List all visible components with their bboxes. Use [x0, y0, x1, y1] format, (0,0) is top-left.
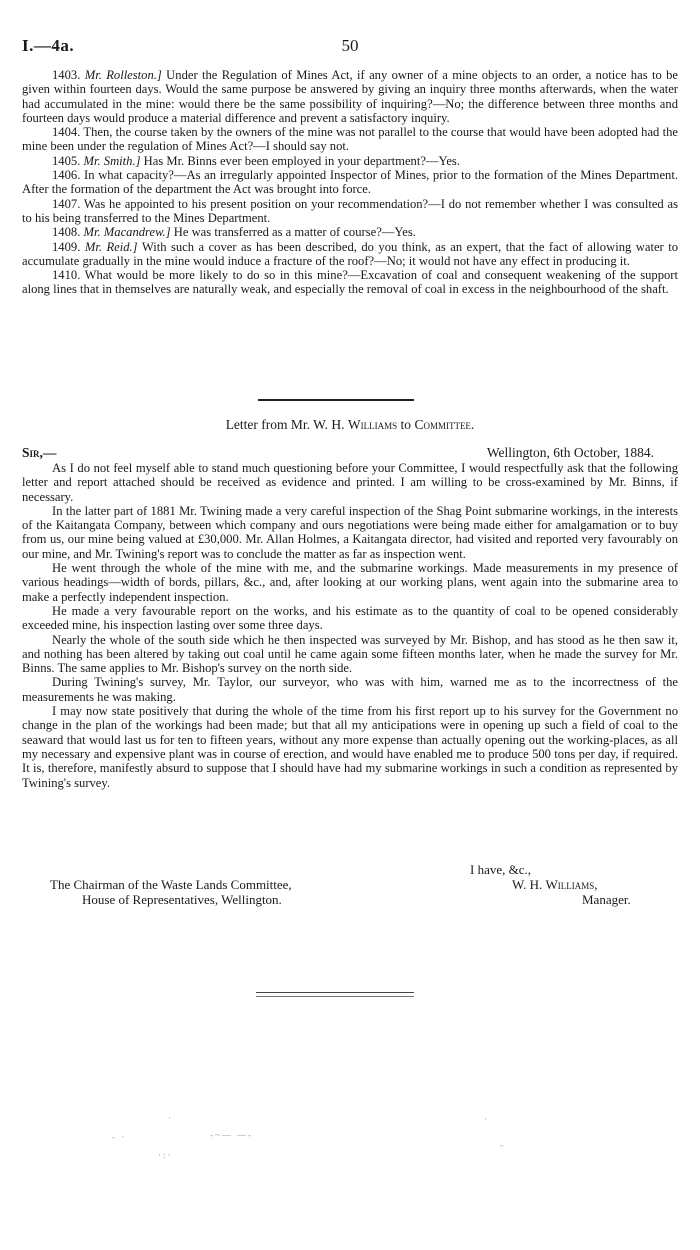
- section-divider: [258, 399, 414, 401]
- letter-dateline-row: [22, 445, 678, 460]
- scan-speck: - ·: [112, 1132, 127, 1142]
- letter-title: Letter from Mr. W. H. Williams to Committee.: [225, 417, 475, 432]
- letter-signature-block: [470, 862, 670, 907]
- addressee-line-2: House of Representatives, Wellington.: [82, 892, 282, 907]
- question-1405: 1405. Mr. Smith.] Has Mr. Binns ever been employed in your department?—Yes.: [52, 153, 460, 168]
- letter-paragraph: He went through the whole of the mine with me, and the submarine workings. Made measurements in my presence of various headings—width of bords, pillars, &c., and, after looking at our working plans, went again into the submarine area to make a perfectly independent inspection.: [22, 561, 678, 604]
- page-number: 50: [341, 36, 359, 55]
- question-1404: 1404. Then, the course taken by the owners of the mine was not parallel to the course that would have been adopted had the mine been under the regulation of Mines Act?—I should say not.: [22, 125, 678, 154]
- question-1406: 1406. In what capacity?—As an irregularly appointed Inspector of Mines, prior to the formation of the Mines Department. After the formation of the department the Act was brought into force.: [22, 168, 678, 197]
- evidence-questions: [22, 68, 678, 297]
- signature: W. H. Williams,: [512, 877, 598, 892]
- letter-paragraph: He made a very favourable report on the works, and his estimate as to the quantity of coal to be opened considerably exceeded mine, his inspection lasting over some three days.: [22, 603, 678, 633]
- end-rule: [256, 992, 414, 993]
- document-code: I.—4a.: [22, 36, 75, 55]
- scan-speck: -~— —-: [210, 1130, 254, 1140]
- question-1409: 1409. Mr. Reid.] With such a cover as has been described, do you think, as an expert, that the fact of allowing water to accumulate gradually in the mine would induce a fracture of the roof?—No; it would not have any effect in producing it.: [22, 239, 678, 268]
- scan-speck: ·: [484, 1114, 489, 1124]
- question-1408: 1408. Mr. Macandrew.] He was transferred as a matter of course?—Yes.: [52, 225, 416, 240]
- letter-body: [22, 445, 678, 790]
- letter-paragraph: Nearly the whole of the south side which he then inspected was surveyed by Mr. Bishop, and has stood as he then saw it, and nothing has been altered by taking out coal until he came again some fifteen months later, when he made the survey for Mr. Binns. The same applies to Mr. Bishop's survey on the north side.: [22, 632, 678, 676]
- salutation: Sir,—: [22, 445, 57, 460]
- scan-speck: ·:·: [158, 1150, 173, 1160]
- letter-paragraph: I may now state positively that during the whole of the time from his first report up to his survey for the Government no change in the plan of the workings had been made; but that all my anticipations were in opening up such a field of coal to the seaward that would last us for ten to fifteen years, without any more expense than actually opening out the working-places, as all my necessary and expensive plant was in course of erection, and would have enabled me to produce 500 tons per day, if required. It is, therefore, manifestly absurd to suppose that I should have had my submarine workings in such a condition as represented by Twining's survey.: [22, 704, 678, 790]
- question-1410: 1410. What would be more likely to do so in this mine?—Excavation of coal and consequent weakening of the support along lines that in themselves are naturally weak, and especially the removal of coal in excess in the neighbourhood of the shaft.: [22, 268, 678, 297]
- scan-speck: -: [500, 1140, 505, 1150]
- closing-phrase: I have, &c.,: [470, 862, 532, 877]
- letter-paragraph: During Twining's survey, Mr. Taylor, our surveyor, who was with him, warned me as to the incorrectness of the measurements he was making.: [22, 675, 678, 704]
- end-rule-lower: [256, 996, 414, 997]
- question-1403: 1403. Mr. Rolleston.] Under the Regulation of Mines Act, if any owner of a mine objects to an order, a notice has to be given within fourteen days. Would the same purpose be answered by giving an inquiry three months afterwards, when the water had accumulated in the mine: would there be the same possibility of inquiring?—No; the difference between three months and fourteen days would produce a material difference and prevent a satisfactory inquiry.: [22, 68, 678, 125]
- letter-paragraph: As I do not feel myself able to stand much questioning before your Committee, I would respectfully ask that the following letter and report attached should be received as evidence and printed. I am willing to be cross-examined by Mr. Binns, if necessary.: [22, 461, 678, 504]
- addressee-line-1: The Chairman of the Waste Lands Committee,: [50, 877, 292, 892]
- letter-date: Wellington, 6th October, 1884.: [486, 445, 654, 460]
- scan-speck: ·: [168, 1113, 173, 1123]
- letter-addressee: [50, 877, 410, 907]
- letter-paragraph: In the latter part of 1881 Mr. Twining made a very careful inspection of the Shag Point submarine workings, in the interests of the Kaitangata Company, between which company and ours negotiations were being made either for amalgamation or to buy from us, our mine being valued at £30,000. Mr. Allan Holmes, a Kaitangata director, had visited and reported very favourably on our mine, and Mr. Twining's report was to conclude the matter as far as inspection went.: [22, 503, 678, 561]
- signature-title: Manager.: [582, 892, 631, 907]
- question-1407: 1407. Was he appointed to his present position on your recommendation?—I do not remember whether I was consulted as to his being transferred to the Mines Department.: [22, 196, 678, 225]
